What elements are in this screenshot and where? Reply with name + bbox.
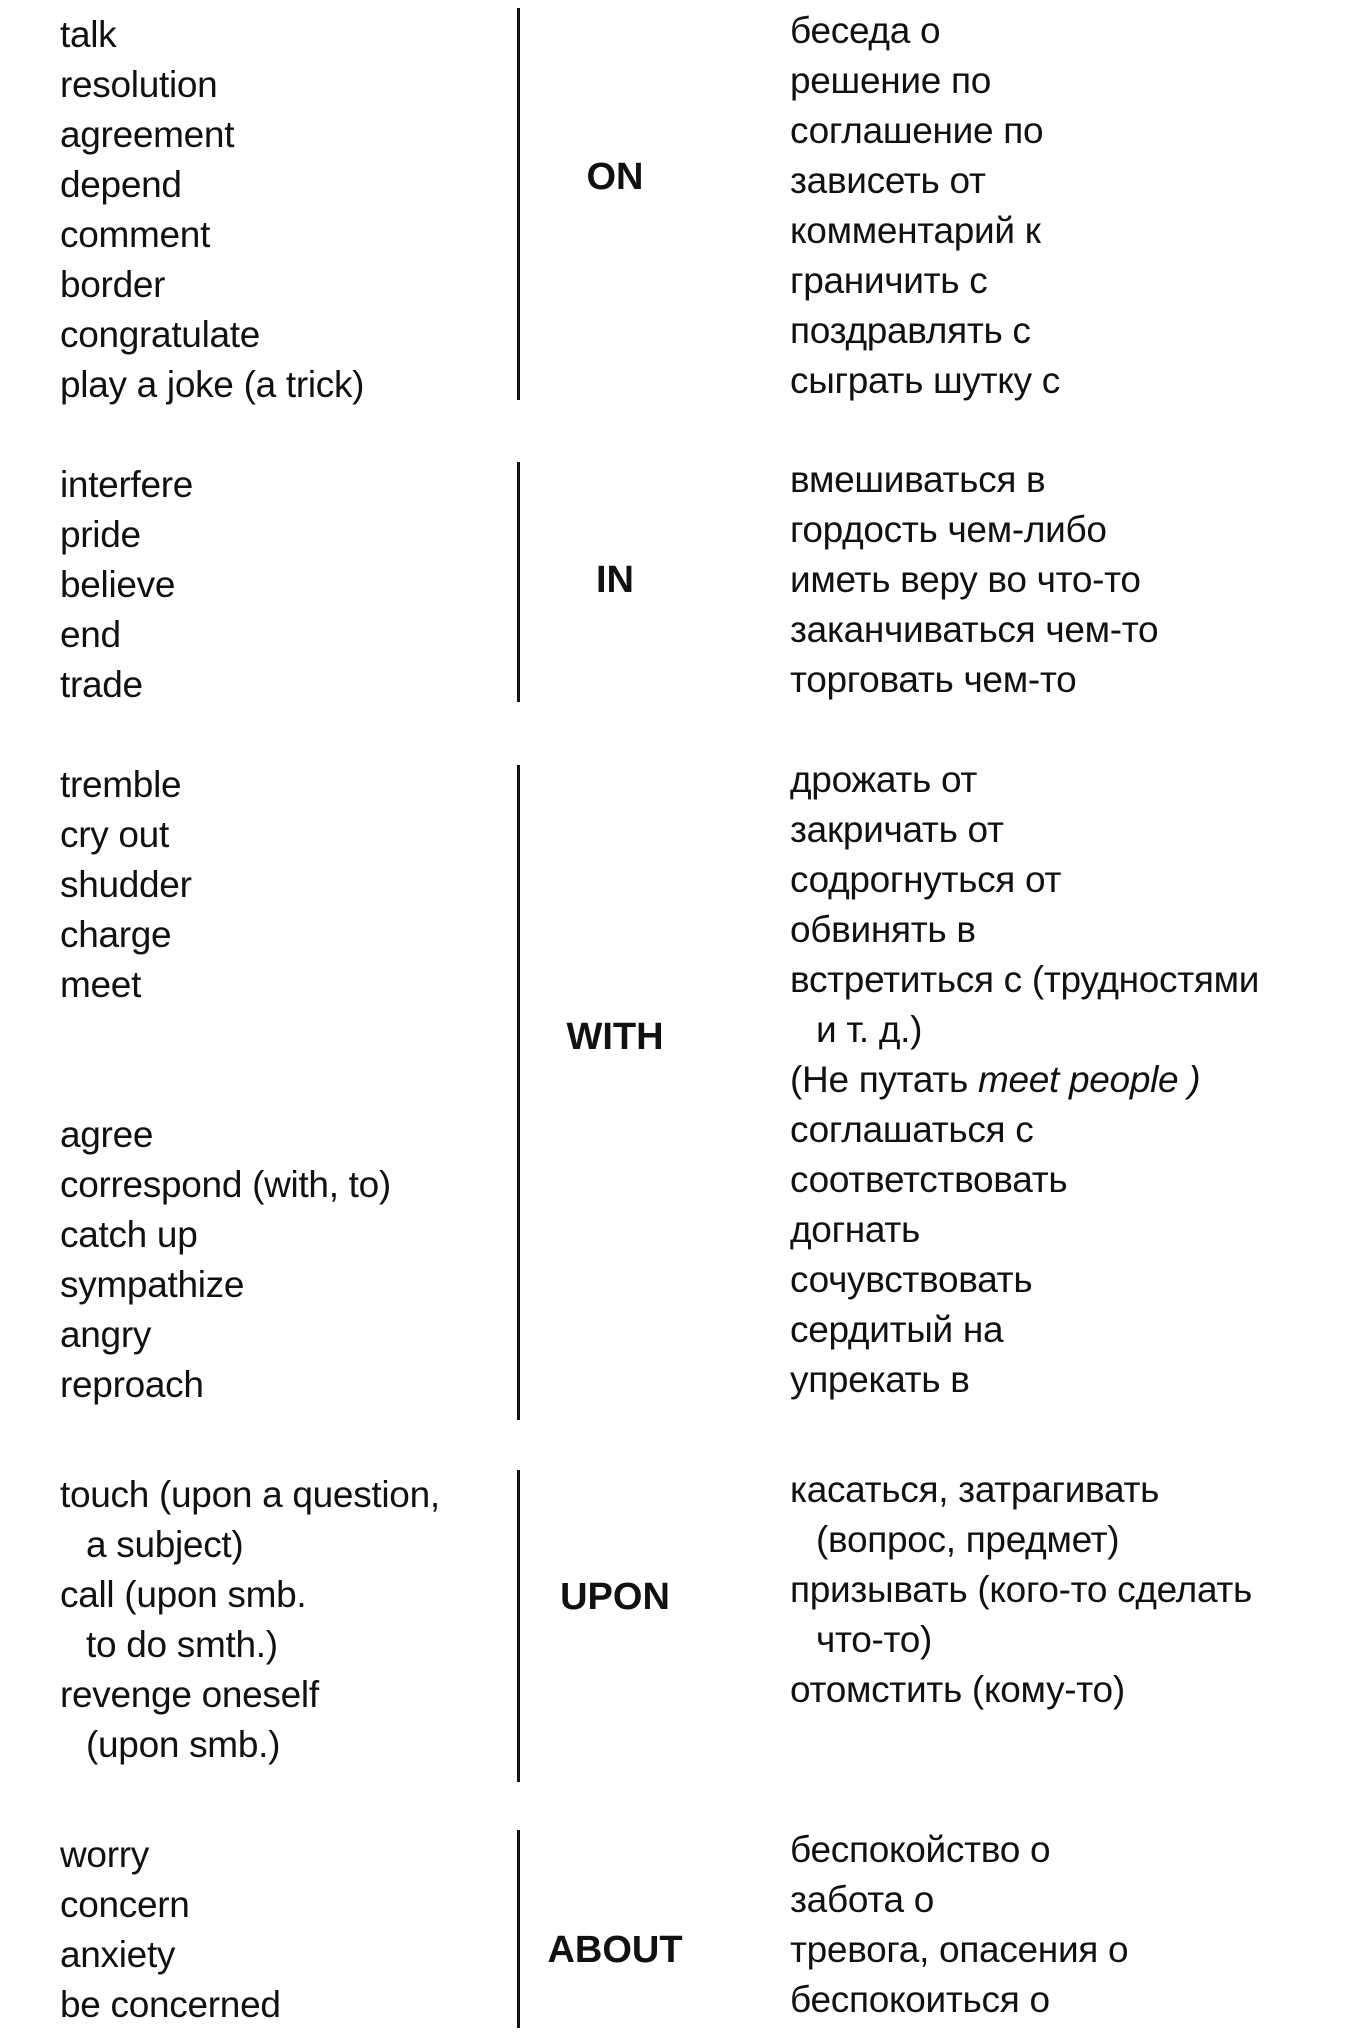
- preposition-label: WITH: [566, 1016, 664, 1058]
- note-example: meet people ): [977, 1059, 1201, 1100]
- english-term: concern: [60, 1884, 190, 1925]
- english-term: charge: [60, 914, 172, 955]
- russian-translation: отомстить (кому-то): [790, 1669, 1125, 1710]
- russian-translation: сыграть шутку с: [790, 360, 1060, 401]
- russian-translation: (вопрос, предмет): [816, 1519, 1120, 1560]
- english-term: correspond (with, to): [60, 1164, 391, 1205]
- english-term: cry out: [60, 814, 169, 855]
- russian-translation: беспокоиться о: [790, 1979, 1050, 2020]
- english-term: shudder: [60, 864, 192, 905]
- russian-translation: что-то): [816, 1619, 933, 1660]
- russian-translation: зависеть от: [790, 160, 986, 201]
- russian-translation: сердитый на: [790, 1309, 1004, 1350]
- english-term: revenge oneself: [60, 1674, 319, 1715]
- russian-translation: заканчиваться чем-то: [790, 609, 1159, 650]
- russian-translation: догнать: [790, 1209, 920, 1250]
- english-term: call (upon smb.: [60, 1574, 307, 1615]
- russian-translation: вмешиваться в: [790, 459, 1046, 500]
- russian-translation: и т. д.): [816, 1009, 923, 1050]
- russian-translation: дрожать от: [790, 759, 978, 800]
- russian-translation: соответствовать: [790, 1159, 1068, 1200]
- english-term: resolution: [60, 64, 218, 105]
- russian-translation: обвинять в: [790, 909, 976, 950]
- english-term: angry: [60, 1314, 152, 1355]
- column-divider: [517, 1470, 520, 1782]
- english-term: interfere: [60, 464, 194, 505]
- english-term: comment: [60, 214, 211, 255]
- english-term: talk: [60, 14, 117, 55]
- english-term: meet: [60, 964, 142, 1005]
- russian-translation: иметь веру во что-то: [790, 559, 1141, 600]
- english-term: tremble: [60, 764, 182, 805]
- english-term: agreement: [60, 114, 235, 155]
- preposition-label: ABOUT: [547, 1929, 683, 1971]
- column-divider: [517, 765, 520, 1420]
- english-term: congratulate: [60, 314, 261, 355]
- preposition-label: ON: [586, 156, 644, 198]
- english-term: touch (upon a question,: [60, 1474, 440, 1515]
- english-term: to do smth.): [86, 1624, 278, 1665]
- preposition-label: IN: [596, 559, 634, 601]
- russian-translation: забота о: [790, 1879, 935, 1920]
- english-term: play a joke (a trick): [60, 364, 365, 405]
- english-term: trade: [60, 664, 143, 705]
- note-prefix: (Не путать: [790, 1059, 968, 1100]
- russian-translation: закричать от: [790, 809, 1004, 850]
- russian-translation: граничить с: [790, 260, 988, 301]
- english-term: agree: [60, 1114, 154, 1155]
- english-term: end: [60, 614, 121, 655]
- english-term: depend: [60, 164, 182, 205]
- russian-translation: торговать чем-то: [790, 659, 1077, 700]
- russian-translation: встретиться с (трудностями: [790, 959, 1260, 1000]
- russian-translation: призывать (кого-то сделать: [790, 1569, 1253, 1610]
- english-term: be concerned: [60, 1984, 281, 2025]
- russian-translation: соглашение по: [790, 110, 1044, 151]
- russian-translation: сочувствовать: [790, 1259, 1033, 1300]
- russian-translation: решение по: [790, 60, 991, 101]
- russian-translation: тревога, опасения о: [790, 1929, 1129, 1970]
- english-term: (upon smb.): [86, 1724, 281, 1765]
- russian-translation: содрогнуться от: [790, 859, 1062, 900]
- russian-translation: комментарий к: [790, 210, 1041, 251]
- english-term: believe: [60, 564, 176, 605]
- russian-translation: гордость чем-либо: [790, 509, 1107, 550]
- russian-translation: поздравлять с: [790, 310, 1031, 351]
- column-divider: [517, 8, 520, 400]
- english-term: pride: [60, 514, 141, 555]
- russian-translation: беседа о: [790, 10, 941, 51]
- russian-translation-note: [790, 1055, 1200, 1105]
- russian-translation: касаться, затрагивать: [790, 1469, 1160, 1510]
- english-term: worry: [60, 1834, 149, 1875]
- english-term: reproach: [60, 1364, 204, 1405]
- english-term: sympathize: [60, 1264, 245, 1305]
- preposition-label: UPON: [560, 1576, 670, 1618]
- russian-translation: упрекать в: [790, 1359, 970, 1400]
- english-term: border: [60, 264, 166, 305]
- english-term: a subject): [86, 1524, 244, 1565]
- english-term: catch up: [60, 1214, 198, 1255]
- russian-translation: беспокойство о: [790, 1829, 1051, 1870]
- english-term: anxiety: [60, 1934, 176, 1975]
- russian-translation: соглашаться с: [790, 1109, 1034, 1150]
